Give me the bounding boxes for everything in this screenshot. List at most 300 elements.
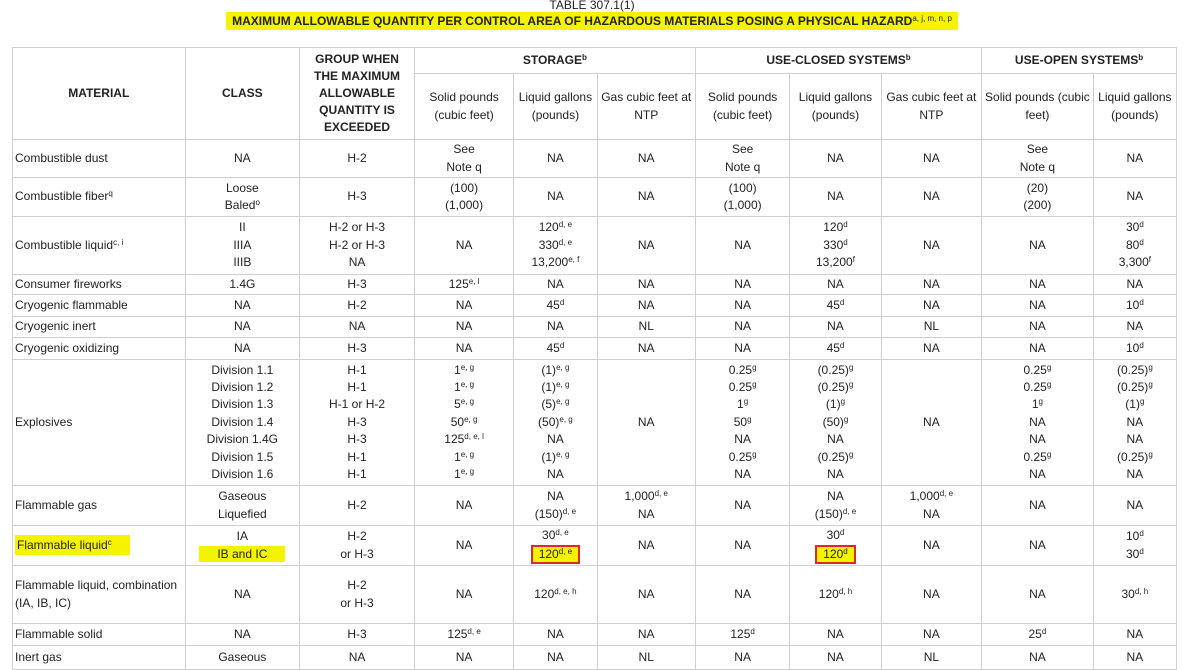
cell-value: NA — [923, 626, 940, 641]
cell-value: NA — [827, 319, 844, 334]
cell-o-solid — [982, 178, 1094, 217]
cell-grp — [300, 317, 415, 338]
cell-value: H-2 or H-3 — [329, 220, 386, 235]
header-closed-liquid: Liquid gallons (pounds) — [790, 74, 881, 140]
cell-value: NA — [923, 586, 940, 601]
cell-value: NA — [827, 276, 844, 291]
cell-value: or H-3 — [340, 546, 374, 561]
cell-value: $(0.25)^g$ — [817, 362, 854, 377]
cell-material — [13, 566, 186, 624]
cell-value: 45$^d$ — [546, 297, 565, 312]
cell-value: NA — [1126, 626, 1144, 641]
cell-c-liquid — [790, 486, 881, 526]
cell-value: 10$^d$ — [1125, 297, 1144, 312]
cell-value: 0.25$^g$ — [1023, 449, 1052, 464]
cell-value: NA — [1029, 497, 1046, 512]
cell-o-solid — [982, 624, 1094, 646]
cell-c-solid — [695, 338, 789, 360]
cell-value: NA — [923, 506, 940, 521]
cell-value: 30$^{d, h}$ — [1121, 586, 1149, 601]
cell-value: NA — [637, 537, 655, 552]
cell-grp — [300, 217, 415, 275]
cell-o-solid — [982, 566, 1094, 624]
cell-material — [13, 178, 186, 217]
cell-cls — [185, 217, 300, 275]
cell-c-gas — [881, 275, 981, 295]
cell-o-solid — [982, 646, 1094, 670]
cell-o-liquid — [1093, 317, 1176, 338]
header-storage: STORAGE$^b$ — [414, 48, 695, 74]
cell-value: NA — [1126, 497, 1144, 512]
cell-value: Note q — [446, 159, 482, 174]
cell-value: Liquefied — [217, 506, 267, 521]
header-storage-liquid: Liquid gallons (pounds) — [514, 74, 597, 140]
cell-value: NA — [455, 319, 473, 334]
cell-value: 1,000$^{d, e}$ — [624, 489, 668, 504]
cell-value: NA — [547, 276, 564, 291]
cell-c-liquid — [790, 217, 881, 275]
cell-c-solid — [695, 317, 789, 338]
cell-value: 120$^{d, e}$ — [538, 220, 573, 235]
cell-value: H-3 — [347, 432, 367, 447]
cell-material — [13, 140, 186, 178]
table-row — [13, 317, 1177, 338]
cell-c-gas — [881, 646, 981, 670]
table-title-wrap — [0, 12, 1184, 30]
cell-value: 120$^{d, h}$ — [818, 586, 853, 601]
cell-s-liquid — [514, 140, 597, 178]
cell-c-solid — [695, 360, 789, 486]
table-row — [13, 338, 1177, 360]
cell-s-liquid — [514, 178, 597, 217]
cell-s-solid — [414, 624, 513, 646]
cell-value: NA — [734, 432, 751, 447]
cell-value: 30$^d$ — [826, 528, 845, 543]
cell-value: (200) — [1023, 198, 1052, 212]
cell-value: NA — [734, 237, 751, 252]
cell-grp — [300, 360, 415, 486]
cell-cls — [185, 566, 300, 624]
material-label: Combustible liquid$^{c, i}$ — [15, 237, 124, 252]
cell-value: NL — [638, 319, 654, 334]
cell-value: NA — [1126, 649, 1144, 664]
cell-value: 45$^d$ — [546, 340, 565, 355]
cell-value: H-3 — [347, 414, 367, 429]
cell-value: See — [731, 142, 754, 157]
cell-c-solid — [695, 295, 789, 317]
cell-value: 1$^g$ — [737, 397, 749, 412]
cell-grp — [300, 566, 415, 624]
cell-o-liquid — [1093, 338, 1176, 360]
hazard-table — [12, 47, 1177, 670]
cell-s-liquid — [514, 217, 597, 275]
cell-value: Note q — [724, 159, 761, 174]
cell-value: $(1)^{e, g}$ — [541, 362, 570, 377]
cell-value: NA — [734, 537, 751, 552]
cell-s-gas — [597, 646, 695, 670]
header-storage-solid: Solid pounds (cubic feet) — [414, 74, 513, 140]
cell-value: 330$^d$ — [823, 237, 848, 252]
cell-cls — [185, 624, 300, 646]
cell-value: NA — [923, 237, 940, 252]
cell-value: NA — [827, 432, 844, 447]
cell-value: NA — [547, 432, 564, 447]
cell-s-gas — [597, 486, 695, 526]
header-closed-solid: Solid pounds (cubic feet) — [695, 74, 789, 140]
header-open-solid: Solid pounds (cubic feet) — [982, 74, 1094, 140]
cell-c-gas — [881, 178, 981, 217]
cell-value: $(0.25)^g$ — [817, 449, 854, 464]
material-label: Flammable liquid, combination (IA, IB, IC) — [15, 578, 178, 610]
cell-value: NA — [923, 297, 940, 312]
cell-value: NA — [234, 150, 251, 165]
header-closed-gas: Gas cubic feet at NTP — [881, 74, 981, 140]
table-title — [226, 12, 958, 30]
cell-value: NA — [455, 297, 473, 312]
cell-value: NA — [1029, 467, 1046, 482]
table-row — [13, 140, 1177, 178]
cell-o-solid — [982, 338, 1094, 360]
cell-value: 125$^{d, e, l}$ — [444, 432, 484, 447]
cell-c-gas — [881, 566, 981, 624]
cell-value: See — [1026, 142, 1049, 157]
cell-s-solid — [414, 646, 513, 670]
cell-o-solid — [982, 217, 1094, 275]
cell-cls — [185, 486, 300, 526]
cell-value: NA — [637, 626, 655, 641]
cell-c-gas — [881, 526, 981, 566]
cell-value: Division 1.6 — [211, 467, 274, 482]
cell-value: H-2 — [347, 529, 367, 544]
cell-value: Division 1.2 — [211, 379, 274, 394]
cell-value: 5$^{e, g}$ — [454, 397, 475, 412]
cell-s-solid — [414, 526, 513, 566]
cell-value: NA — [923, 150, 940, 165]
table-title-text: MAXIMUM ALLOWABLE QUANTITY PER CONTROL AREA OF HAZARDOUS MATERIALS POSING A PHYSICAL HAZARD — [232, 14, 913, 28]
cell-cls — [185, 317, 300, 338]
cell-cls — [185, 295, 300, 317]
cell-value: NA — [348, 649, 366, 664]
cell-s-gas — [597, 275, 695, 295]
cell-value: 120$^{d, e, h}$ — [534, 586, 577, 601]
cell-value: NA — [1029, 432, 1046, 447]
cell-value: 1,000$^{d, e}$ — [909, 489, 954, 504]
cell-c-gas — [881, 317, 981, 338]
cell-value: 0.25$^g$ — [728, 362, 757, 377]
cell-c-solid — [695, 624, 789, 646]
cell-material — [13, 646, 186, 670]
table-number: TABLE 307.1(1) — [549, 0, 635, 12]
header-storage-gas: Gas cubic feet at NTP — [597, 74, 695, 140]
cell-material — [13, 317, 186, 338]
cell-s-solid — [414, 360, 513, 486]
cell-c-gas — [881, 140, 981, 178]
cell-value: $(50)^{e, g}$ — [538, 414, 573, 429]
cell-value: 1$^g$ — [1031, 397, 1043, 412]
cell-s-solid — [414, 140, 513, 178]
cell-value: NA — [455, 537, 473, 552]
cell-s-liquid — [514, 646, 597, 670]
cell-o-solid — [982, 317, 1094, 338]
cell-value: H-1 — [347, 362, 367, 377]
cell-s-solid — [414, 566, 513, 624]
material-label: Cryogenic oxidizing — [15, 340, 120, 355]
cell-value: $(150)^{d, e}$ — [534, 506, 577, 521]
cell-c-solid — [695, 486, 789, 526]
table-row — [13, 624, 1177, 646]
table-body — [13, 140, 1177, 670]
cell-value: NA — [1029, 340, 1046, 355]
cell-value: NA — [455, 237, 473, 252]
cell-value: NA — [1029, 414, 1046, 429]
cell-value: 1$^{e, g}$ — [454, 467, 475, 482]
cell-c-gas — [881, 486, 981, 526]
cell-o-liquid — [1093, 526, 1176, 566]
cell-cls — [185, 646, 300, 670]
cell-grp — [300, 295, 415, 317]
cell-cls — [185, 140, 300, 178]
cell-grp — [300, 178, 415, 217]
material-label: Explosives — [15, 414, 73, 429]
table-row — [13, 217, 1177, 275]
cell-value: Division 1.1 — [211, 362, 274, 377]
cell-value: IIIB — [233, 255, 252, 270]
cell-o-solid — [982, 140, 1094, 178]
cell-value: $(50)^g$ — [822, 414, 849, 429]
table-row — [13, 526, 1177, 566]
cell-value: NA — [637, 297, 655, 312]
cell-value: NA — [547, 649, 564, 664]
cell-value: 125$^{d, e}$ — [447, 626, 481, 641]
cell-value: 80$^d$ — [1125, 237, 1144, 252]
cell-value: $(5)^{e, g}$ — [541, 397, 570, 412]
cell-value: 30$^{d, e}$ — [542, 528, 569, 543]
cell-value: NA — [734, 649, 751, 664]
cell-s-liquid — [514, 566, 597, 624]
material-label: Cryogenic flammable — [15, 297, 128, 312]
header-use-closed: USE-CLOSED SYSTEMS$^b$ — [695, 48, 981, 74]
material-label: Cryogenic inert — [15, 319, 96, 334]
cell-s-gas — [597, 360, 695, 486]
cell-c-gas — [881, 295, 981, 317]
cell-value: NA — [547, 319, 564, 334]
cell-value: NA — [637, 189, 655, 204]
cell-material — [13, 275, 186, 295]
cell-c-gas — [881, 338, 981, 360]
cell-value: Loose — [226, 180, 259, 195]
cell-value: NA — [827, 489, 844, 504]
cell-value: NA — [637, 150, 655, 165]
cell-s-liquid — [514, 486, 597, 526]
cell-value: NA — [1029, 297, 1046, 312]
material-label: Consumer fireworks — [15, 276, 122, 291]
cell-c-gas — [881, 360, 981, 486]
cell-c-solid — [695, 178, 789, 217]
cell-s-gas — [597, 217, 695, 275]
cell-grp — [300, 338, 415, 360]
cell-value: $(1)^g$ — [825, 397, 846, 412]
cell-value: NA — [234, 586, 251, 601]
cell-s-gas — [597, 140, 695, 178]
cell-value: NA — [1126, 319, 1144, 334]
cell-value: $(1)^g$ — [1125, 397, 1145, 412]
cell-s-liquid — [514, 360, 597, 486]
cell-value: 13,200$^{e, f}$ — [531, 255, 580, 270]
cell-material — [13, 217, 186, 275]
table-row — [13, 275, 1177, 295]
cell-value: 45$^d$ — [826, 297, 845, 312]
cell-c-gas — [881, 217, 981, 275]
cell-value: 125$^{e, l}$ — [448, 276, 480, 291]
cell-cls — [185, 338, 300, 360]
header-material: MATERIAL — [13, 48, 186, 140]
cell-value: NA — [923, 414, 940, 429]
cell-value: Division 1.4G — [206, 432, 279, 447]
cell-grp — [300, 624, 415, 646]
cell-value: H-2 — [347, 150, 367, 165]
cell-value: NL — [638, 649, 654, 664]
cell-value: 25$^d$ — [1028, 626, 1047, 641]
cell-cls — [185, 275, 300, 295]
cell-s-liquid — [514, 295, 597, 317]
cell-c-liquid — [790, 646, 881, 670]
cell-o-liquid — [1093, 295, 1176, 317]
cell-value: NA — [1029, 586, 1046, 601]
cell-o-solid — [982, 486, 1094, 526]
cell-s-gas — [597, 295, 695, 317]
cell-value: 50$^{e, g}$ — [450, 414, 478, 429]
cell-value: Gaseous — [218, 489, 267, 504]
cell-c-solid — [695, 275, 789, 295]
cell-cls — [185, 360, 300, 486]
cell-value: NA — [1126, 150, 1144, 165]
cell-c-liquid — [790, 295, 881, 317]
cell-value: 120$^d$ — [792, 545, 878, 564]
cell-s-liquid — [514, 338, 597, 360]
cell-value: H-1 — [347, 449, 367, 464]
cell-value: H-3 — [347, 189, 367, 204]
cell-value: NA — [637, 340, 655, 355]
cell-value: NA — [827, 189, 844, 204]
cell-value: NA — [637, 586, 655, 601]
cell-value: $(1)^{e, g}$ — [541, 449, 570, 464]
cell-value: or H-3 — [340, 595, 374, 610]
cell-value: NA — [637, 414, 655, 429]
cell-s-gas — [597, 624, 695, 646]
material-label: Combustible dust — [15, 150, 108, 165]
cell-o-liquid — [1093, 140, 1176, 178]
cell-value: NA — [234, 340, 251, 355]
cell-value: NA — [547, 150, 564, 165]
cell-value: 1$^{e, g}$ — [454, 362, 475, 377]
header-use-open: USE-OPEN SYSTEMS$^b$ — [982, 48, 1177, 74]
material-label: Flammable gas — [15, 497, 98, 512]
cell-value: $(0.25)^g$ — [1116, 362, 1153, 377]
cell-grp — [300, 486, 415, 526]
cell-value: 1$^{e, g}$ — [454, 449, 475, 464]
cell-value: 50$^g$ — [733, 414, 752, 429]
cell-o-liquid — [1093, 178, 1176, 217]
cell-s-solid — [414, 317, 513, 338]
cell-value: II — [239, 220, 246, 235]
cell-value: 0.25$^g$ — [728, 449, 757, 464]
cell-value: $(0.25)^g$ — [1116, 379, 1153, 394]
cell-value: NA — [455, 340, 473, 355]
cell-value: H-2 — [347, 497, 367, 512]
cell-value: 120$^d$ — [823, 220, 848, 235]
cell-value: NA — [827, 150, 844, 165]
cell-value: NA — [234, 626, 251, 641]
cell-value: NA — [734, 276, 751, 291]
cell-c-liquid — [790, 338, 881, 360]
cell-value: H-1 — [347, 467, 367, 482]
cell-value: NA — [734, 497, 751, 512]
cell-value: 330$^{d, e}$ — [538, 237, 573, 252]
cell-material — [13, 624, 186, 646]
cell-grp — [300, 140, 415, 178]
cell-value: NA — [348, 255, 366, 270]
cell-c-solid — [695, 217, 789, 275]
cell-c-liquid — [790, 140, 881, 178]
cell-o-solid — [982, 526, 1094, 566]
cell-value: H-3 — [347, 626, 367, 641]
cell-value: NA — [923, 276, 940, 291]
cell-grp — [300, 646, 415, 670]
cell-value: NA — [1126, 467, 1144, 482]
cell-value: 30$^d$ — [1125, 546, 1144, 561]
cell-value: 1$^{e, g}$ — [454, 379, 475, 394]
cell-value: Baled$^o$ — [224, 198, 260, 212]
cell-material — [13, 295, 186, 317]
cell-value: NA — [637, 237, 655, 252]
cell-value: NA — [923, 537, 940, 552]
cell-value: NA — [1126, 189, 1144, 204]
cell-value: $(1)^{e, g}$ — [541, 379, 570, 394]
cell-value: NA — [734, 340, 751, 355]
cell-value: NA — [827, 467, 844, 482]
cell-grp — [300, 526, 415, 566]
cell-value: 13,200$^f$ — [816, 255, 855, 270]
table-row — [13, 295, 1177, 317]
cell-value: IB and IC — [188, 546, 298, 563]
cell-value: (100) — [450, 180, 479, 195]
cell-o-liquid — [1093, 646, 1176, 670]
cell-value: NA — [1126, 432, 1144, 447]
cell-value: 0.25$^g$ — [1023, 379, 1052, 394]
cell-s-gas — [597, 338, 695, 360]
cell-value: 1.4G — [229, 276, 256, 291]
cell-s-solid — [414, 338, 513, 360]
cell-value: NA — [455, 497, 473, 512]
cell-value: $(0.25)^g$ — [1116, 449, 1153, 464]
material-label: Flammable solid — [15, 626, 103, 641]
cell-value: Note q — [1019, 159, 1056, 174]
cell-value: 0.25$^g$ — [1023, 362, 1052, 377]
table-row — [13, 566, 1177, 624]
cell-o-liquid — [1093, 624, 1176, 646]
cell-value: NA — [637, 506, 655, 521]
cell-c-liquid — [790, 526, 881, 566]
cell-value: NA — [734, 319, 751, 334]
cell-material — [13, 360, 186, 486]
cell-s-liquid — [514, 624, 597, 646]
cell-value: Division 1.4 — [211, 414, 274, 429]
cell-s-liquid — [514, 275, 597, 295]
table-row — [13, 360, 1177, 486]
cell-value: H-2 — [347, 297, 367, 312]
cell-c-solid — [695, 526, 789, 566]
cell-value: 10$^d$ — [1125, 340, 1144, 355]
